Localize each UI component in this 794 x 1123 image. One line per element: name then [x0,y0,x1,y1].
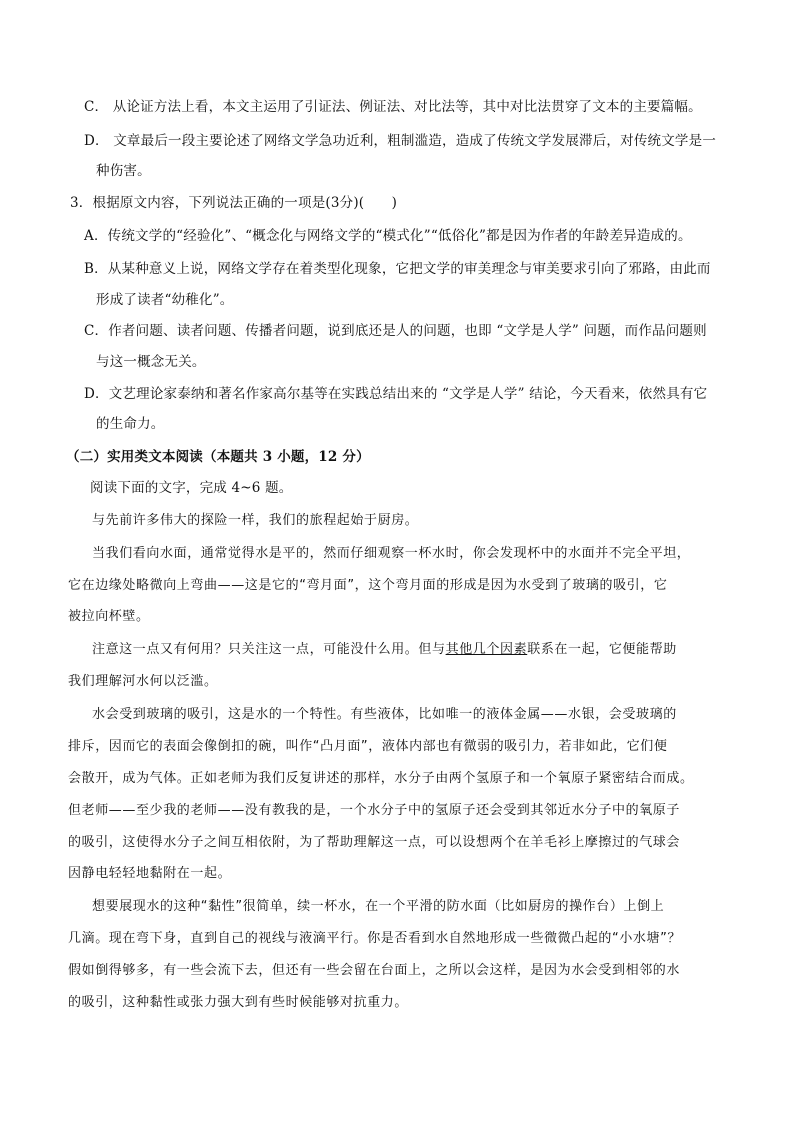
passage-paragraph-5-line1: 想要展现水的这种“黏性”很简单，续一杯水，在一个平滑的防水面（比如厨房的操作台）上倒上 [92,899,665,914]
passage-paragraph-4-line5: 的吸引，这使得水分子之间互相依附，为了帮助理解这一点，可以设想两个在羊毛衫上摩擦过的气球会 [68,835,681,850]
q3-option-c-line2: 与这一概念无关。 [96,354,206,370]
passage-paragraph-2-line1: 当我们看向水面，通常觉得水是平的，然而仔细观察一杯水时，你会发现杯中的水面并不完全平坦， [92,546,691,561]
passage-paragraph-4-line2: 排斥，因而它的表面会像倒扣的碗，叫作“凸月面”，液体内部也有微弱的吸引力，若非如此，它们便 [68,739,668,754]
passage-paragraph-4-line6: 因静电轻轻地黏附在一起。 [68,866,232,881]
passage-paragraph-5-line3: 假如倒得够多，有一些会流下去，但还有一些会留在台面上，之所以会这样，是因为水会受到相邻的水 [68,963,681,978]
passage-paragraph-4-line3: 会散开，成为气体。正如老师为我们反复讲述的那样，水分子由两个氢原子和一个氧原子紧密结合而成。 [68,771,694,786]
passage-paragraph-3-line2: 我们理解河水何以泛滥。 [68,674,218,689]
passage-paragraph-2-line2: 它在边缘处略微向上弯曲——这是它的“弯月面”，这个弯月面的形成是因为水受到了玻璃的吸引，它 [68,578,668,593]
section-heading: （二）实用类文本阅读（本题共 3 小题，12 分） [66,449,370,465]
passage-paragraph-3-text-a: 注意这一点又有何用？只关注这一点，可能没什么用。但与 [92,642,446,657]
q3-option-d-line1: D．文艺理论家泰纳和著名作家高尔基等在实践总结出来的 “文学是人学” 结论，今天看来，依然具有它 [84,386,708,402]
passage-paragraph-3-text-b: 联系在一起，它便能帮助 [527,642,677,657]
q2-option-c: C． 从论证方法上看，本文主运用了引证法、例证法、对比法等，其中对比法贯穿了文本的主要篇幅。 [84,99,702,115]
q3-option-d-line2: 的生命力。 [96,416,165,432]
q3-stem: 3．根据原文内容，下列说法正确的一项是(3分)( ) [70,195,398,211]
q3-option-b-line1: B．从某种意义上说，网络文学存在着类型化现象，它把文学的审美理念与审美要求引向了邪路，由此而 [84,261,711,277]
passage-paragraph-1: 与先前许多伟大的探险一样，我们的旅程起始于厨房。 [92,513,419,528]
passage-paragraph-5-line2: 几滴。现在弯下身，直到自己的视线与液滴平行。你是否看到水自然地形成一些微微凸起的“小水塘”？ [68,931,682,946]
q3-option-a: A．传统文学的“经验化”、“概念化与网络文学的“模式化”“低俗化”都是因为作者的年龄差异造成的。 [84,228,692,244]
q3-option-c-line1: C．作者问题、读者问题、传播者问题，说到底还是人的问题，也即 “文学是人学” 问题，而作品问题则 [84,323,707,339]
passage-paragraph-3-line1 [92,640,677,660]
q2-option-d-line2: 种伤害。 [96,163,151,179]
passage-paragraph-4-line4: 但老师——至少我的老师——没有教我的是，一个水分子中的氢原子还会受到其邻近水分子中的氧原子 [68,803,681,818]
q3-option-b-line2: 形成了读者“幼稚化”。 [96,292,234,308]
passage-paragraph-5-line4: 的吸引，这种黏性或张力强大到有些时候能够对抗重力。 [68,995,409,1010]
passage-paragraph-4-line1: 水会受到玻璃的吸引，这是水的一个特性。有些液体，比如唯一的液体金属——水银，会受玻璃的 [92,707,677,722]
section-instruction: 阅读下面的文字，完成 4~6 题。 [90,480,293,496]
underlined-phrase: 其他几个因素 [445,642,528,657]
q2-option-d-line1: D． 文章最后一段主要论述了网络文学急功近利，粗制滥造，造成了传统文学发展滞后，对传统文学是一 [84,133,717,149]
passage-paragraph-2-line3: 被拉向杯壁。 [68,609,150,624]
